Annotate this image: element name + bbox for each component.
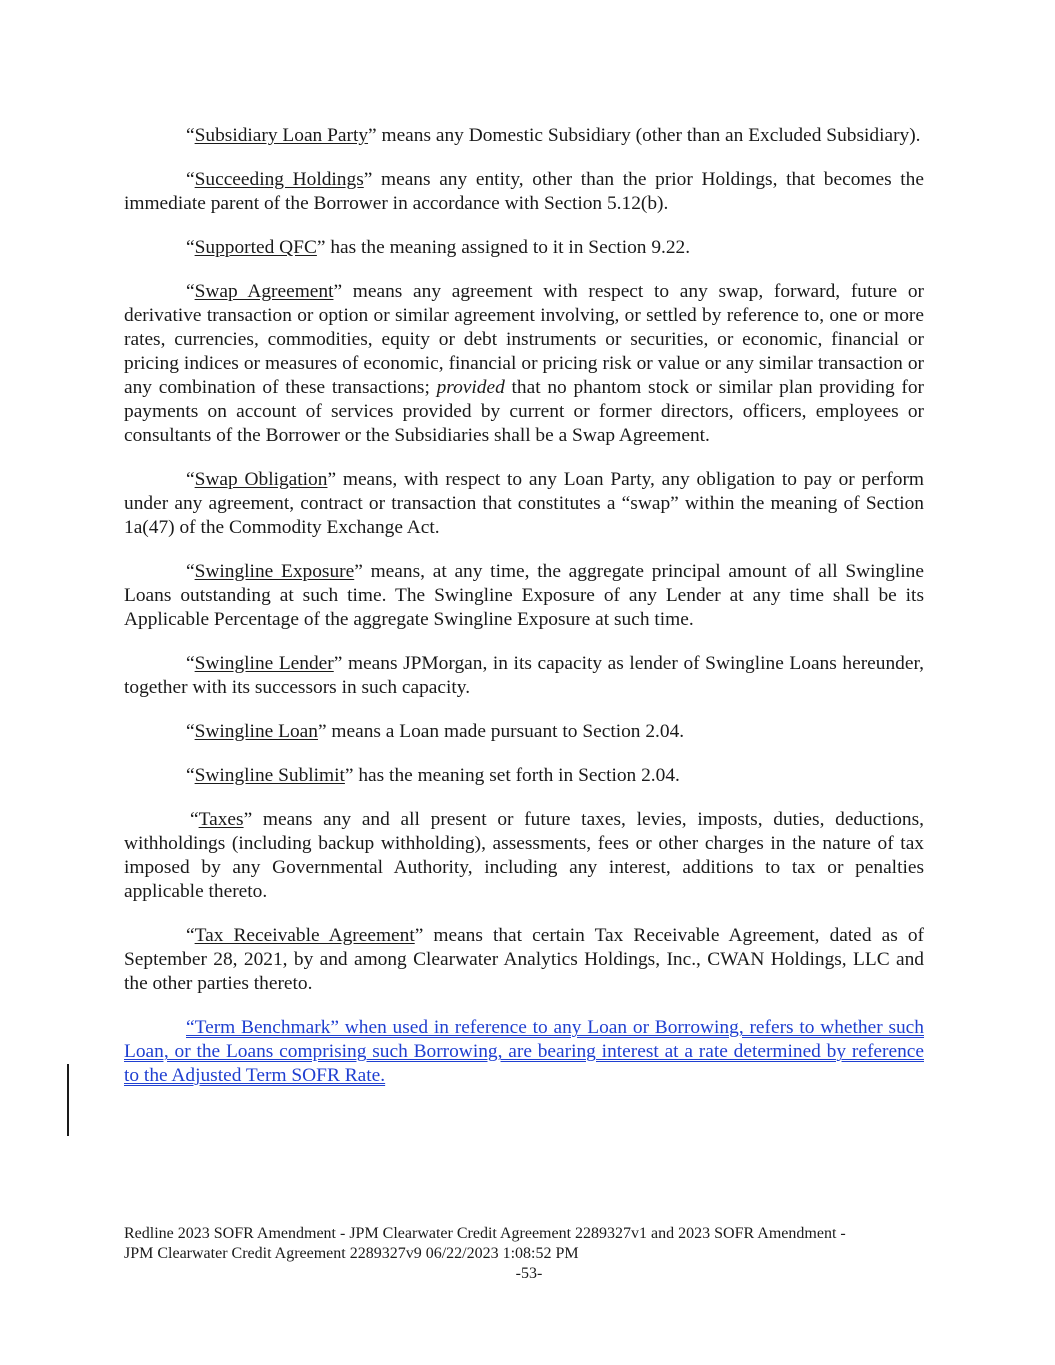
definition-text: means, with respect to any Loan Party, any obligation to pay or perform under any agreement, contract or transaction that constitutes a “swap” within the meaning of Section 1a(47) of the Commodity Exchange Act. [124,469,924,538]
definition-subsidiary-loan-party [124,124,924,148]
definition-text-continued: that no phantom stock or similar plan providing for payments on account of services provided by current or former directors, officers, employees or consultants of the Borrower or the Subsidiaries shall be a Swap Agreement. [124,377,925,446]
definition-swap-obligation [124,468,924,540]
italic-proviso: provided [436,377,505,398]
close-quote: ” [344,765,354,786]
open-quote: “ [186,237,195,258]
open-quote: “ [186,169,195,190]
close-quote: ” [354,561,363,582]
defined-term: Swingline Loan [194,721,318,742]
definition-swap-agreement [124,280,924,448]
close-quote: ” [327,469,337,490]
defined-term: Swap Obligation [194,469,328,490]
definition-swingline-exposure [124,560,924,632]
definition-swingline-sublimit [124,764,924,788]
open-quote: “ [186,653,195,674]
defined-term: Taxes [198,809,244,830]
close-quote: ” [368,125,377,146]
change-bar [67,1064,69,1136]
definition-supported-qfc [124,236,924,260]
close-quote: ” [414,925,424,946]
definition-swingline-loan [124,720,924,744]
open-quote: “ [186,561,195,582]
close-quote: ” [316,237,326,258]
open-quote: “ [190,809,199,830]
footer-line-1: Redline 2023 SOFR Amendment - JPM Clearwater Credit Agreement 2289327v1 and 2023 SOFR Amendment - [124,1225,846,1242]
footer-line-2: JPM Clearwater Credit Agreement 2289327v9 06/22/2023 1:08:52 PM [124,1245,579,1262]
defined-term: Succeeding Holdings [194,169,364,190]
definition-text: means any agreement with respect to any swap, forward, future or derivative transaction or option or similar agreement involving, or settled by reference to, one or more rates, currencies, commodities, equity or debt instruments or securities, or economic, financial or pricing indices or measures of economic, financial or pricing risk or value or any similar transaction or any combination of these transactions; [124,281,924,398]
page-number: -53- [515,1265,543,1282]
definition-text: means a Loan made pursuant to Section 2.04. [326,721,685,742]
definition-text: has the meaning assigned to it in Section 9.22. [325,237,691,258]
definition-text: means any and all present or future taxes, levies, imposts, duties, deductions, withholdings (including backup withholding), assessments, fees or other charges in the nature of tax imposed by any Governmental Authority, including any interest, additions to tax or penalties applicable thereto. [124,809,924,902]
definition-text: means any Domestic Subsidiary (other than an Excluded Subsidiary). [376,125,921,146]
definition-taxes [124,808,924,904]
defined-term: Swingline Lender [194,653,334,674]
close-quote: ” [333,281,343,302]
footer [124,1224,924,1284]
defined-term: Swingline Exposure [194,561,355,582]
definition-text: means, at any time, the aggregate principal amount of all Swingline Loans outstanding at such time. The Swingline Exposure of any Lender at any time shall be its Applicable Percentage of the aggregate Swingline Exposure at such time. [124,561,924,630]
open-quote: “ [186,469,195,490]
defined-term: Supported QFC [194,237,317,258]
definition-text: means JPMorgan, in its capacity as lender of Swingline Loans hereunder, together with its successors in such capacity. [124,653,924,698]
definition-swingline-lender [124,652,924,700]
definition-succeeding-holdings [124,168,924,216]
close-quote: ” [363,169,373,190]
definition-tax-receivable-agreement [124,924,924,996]
open-quote: “ [186,925,195,946]
open-quote: “ [186,125,195,146]
close-quote: ” [333,653,343,674]
defined-term: Subsidiary Loan Party [194,125,369,146]
close-quote: ” [317,721,327,742]
definition-text: has the meaning set forth in Section 2.04. [353,765,680,786]
definition-text: means that certain Tax Receivable Agreement, dated as of September 28, 2021, by and among Clearwater Analytics Holdings, Inc., CWAN Holdings, LLC and the other parties thereto. [124,925,924,994]
defined-term: Swingline Sublimit [194,765,345,786]
definition-text: means any entity, other than the prior Holdings, that becomes the immediate parent of the Borrower in accordance with Section 5.12(b). [124,169,924,214]
close-quote: ” [243,809,253,830]
open-quote: “ [186,281,195,302]
defined-term: Swap Agreement [194,281,334,302]
document-page [124,124,924,1108]
definition-term-benchmark-inserted [124,1016,924,1088]
inserted-redline-text: “Term Benchmark” when used in reference to any Loan or Borrowing, refers to whether such Loan, or the Loans comprising such Borrowing, are bearing interest at a rate determined by reference to the Adjusted Term SOFR Rate. [124,1017,924,1086]
defined-term: Tax Receivable Agreement [194,925,415,946]
open-quote: “ [186,721,195,742]
open-quote: “ [186,765,195,786]
